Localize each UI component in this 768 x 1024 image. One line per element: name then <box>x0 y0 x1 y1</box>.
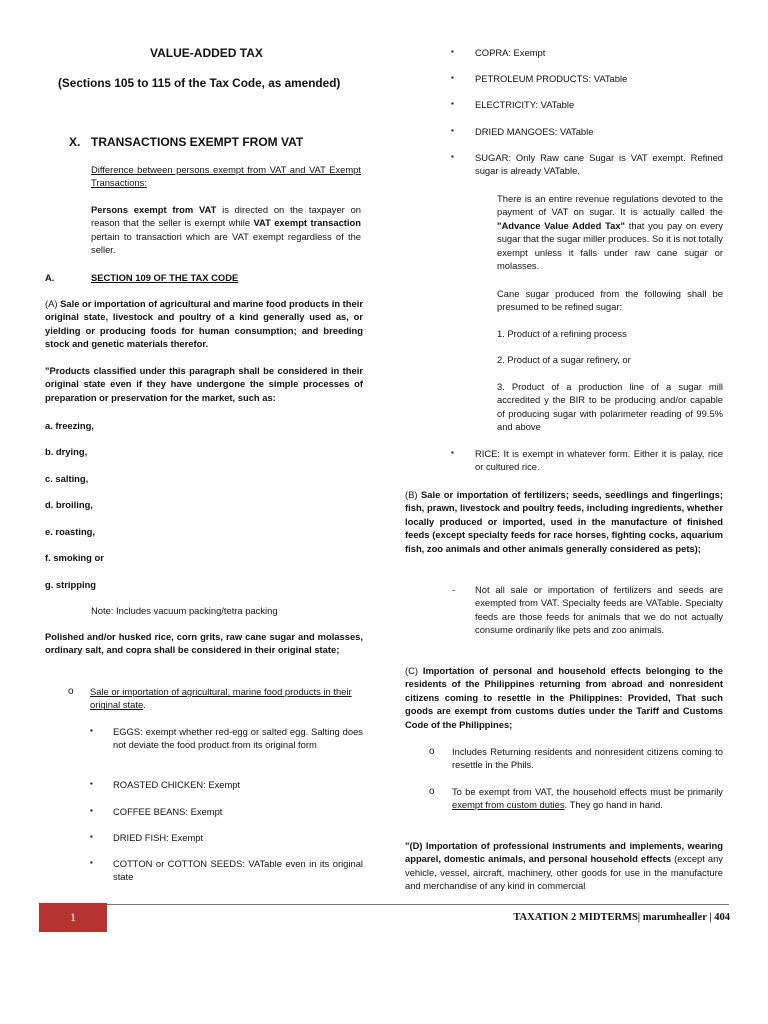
paragraph-c <box>405 664 723 731</box>
persons-exempt-paragraph <box>91 203 361 257</box>
list-item: b. drying, <box>45 446 88 457</box>
dash-bullet: - <box>452 584 456 595</box>
note: Note: Includes vacuum packing/tetra packing <box>91 605 278 616</box>
section-number: X. <box>69 135 81 149</box>
persons-exempt-term: Persons exempt from VAT <box>91 204 217 215</box>
paragraph-a-lead: (A) <box>45 298 58 309</box>
bullet-item-copra: COPRA: Exempt <box>475 47 546 58</box>
paragraph-d-text: (except any vehicle, vessel, aircraft, machinery, other goods for use in the manufacture and merchandise of any kind in commercial <box>405 853 723 892</box>
circle-bullet-icon: o <box>68 686 74 697</box>
sugar-list-item: 2. Product of a sugar refinery, or <box>497 354 631 365</box>
paragraph-d <box>405 839 723 893</box>
difference-heading: Difference between persons exempt from VAT and VAT Exempt Transactions: <box>91 164 361 189</box>
paragraph-b-text: Sale or importation of fertilizers; seeds, seedlings and fingerlings; fish, prawn, livestock and poultry feeds, including ingredients, whether locally produced or imported, used in the manufacture of finished feeds (except specialty feeds for race horses, fighting cocks, aquarium fish, zoo animals and other animals generally considered as pets); <box>405 489 723 554</box>
list-item: c. salting, <box>45 473 89 484</box>
text-run: . They go hand in hand. <box>564 799 663 811</box>
list-item: d. broiling, <box>45 499 93 510</box>
square-bullet-icon: ▪ <box>90 779 93 788</box>
text-run: pertain to transaction which are VAT exempt regardless of the seller. <box>91 230 361 256</box>
sugar-list-item: 3. Product of a production line of a sugar mill accredited y the BIR to be producing and/or capable of producing sugar with polarimeter reading of 99.5% and above <box>497 381 723 433</box>
page-number: 1 <box>70 910 76 924</box>
square-bullet-icon: ▪ <box>451 73 454 82</box>
text-run: that you pay on every sugar that the sugar miller produces. So it is not totally exempt unless it falls under raw cane sugar or molasses. <box>497 219 723 272</box>
paragraph-d-bold: Importation of professional instruments and implements, wearing apparel, domestic animals, and personal household effects <box>405 840 723 865</box>
bullet-item-electricity: ELECTRICITY: VATable <box>475 99 575 110</box>
list-item: f. smoking or <box>45 552 104 563</box>
paragraph-a <box>45 297 363 351</box>
circle-bullet-icon: o <box>429 786 435 797</box>
bullet-item-eggs: EGGS: exempt whether red-egg or salted egg. Salting does not deviate the food product from its original form <box>113 726 363 751</box>
square-bullet-icon: ▪ <box>90 858 93 867</box>
bullet-item-roasted-chicken: ROASTED CHICKEN: Exempt <box>113 779 241 790</box>
square-bullet-icon: ▪ <box>90 726 93 735</box>
dash-item: Not all sale or importation of fertilizers and seeds are exempted from VAT. Specialty feeds are VATable. Specialty feeds are those feeds for animals that we do not actually consume ordinarily like pets and zoo animals. <box>475 584 723 636</box>
footer-divider <box>107 904 729 905</box>
text-run: . <box>143 699 146 711</box>
cane-sugar-paragraph: Cane sugar produced from the following shall be presumed to be refined sugar: <box>497 288 723 313</box>
advance-vat-term: "Advance Value Added Tax" <box>497 219 625 231</box>
square-bullet-icon: ▪ <box>90 806 93 815</box>
bullet-item-sugar: SUGAR: Only Raw cane Sugar is VAT exempt. Refined sugar is already VATable. <box>475 152 723 177</box>
square-bullet-icon: ▪ <box>90 832 93 841</box>
square-bullet-icon: ▪ <box>451 126 454 135</box>
list-item: e. roasting, <box>45 526 96 537</box>
paragraph-c-text: Importation of personal and household effects belonging to the residents of the Philippines returning from abroad and nonresident citizens coming to resettle in the Philippines: Provided, That such goods are exempt from customs duties under the Tariff and Customs Code of the Philippines; <box>405 665 723 730</box>
paragraph-a-text: Sale or importation of agricultural and marine food products in their original state, livestock and poultry of a kind generally used as, or yielding or producing foods for human consumption; and breeding stock and genetic materials therefor. <box>45 298 363 350</box>
circle-bullet-icon: o <box>429 746 435 757</box>
doc-title: VALUE-ADDED TAX <box>150 46 263 60</box>
list-item: g. stripping <box>45 579 97 590</box>
text-run: There is an entire revenue regulations devoted to the payment of VAT on sugar. It is actually called the <box>497 193 723 218</box>
square-bullet-icon: ▪ <box>451 448 454 457</box>
list-item: a. freezing, <box>45 420 94 431</box>
circle-item-text: Sale or importation of agricultural, marine food products in their original state <box>90 686 352 711</box>
square-bullet-icon: ▪ <box>451 47 454 56</box>
bullet-item-rice: RICE: It is exempt in whatever form. Either it is palay, rice or cultured rice. <box>475 448 723 473</box>
polished-paragraph: Polished and/or husked rice, corn grits, raw cane sugar and molasses, ordinary salt, and copra shall be considered in their original state; <box>45 631 363 656</box>
subsection-letter: A. <box>45 272 55 283</box>
bullet-item-coffee-beans: COFFEE BEANS: Exempt <box>113 806 223 817</box>
vat-exempt-term: VAT exempt transaction <box>253 217 361 229</box>
paragraph-b-lead: (B) <box>405 489 418 500</box>
bullet-item-dried-mangoes: DRIED MANGOES: VATable <box>475 126 594 137</box>
bullet-item-cotton: COTTON or COTTON SEEDS: VATable even in its original state <box>113 858 363 883</box>
paragraph-d-lead: "(D) <box>405 840 423 851</box>
square-bullet-icon: ▪ <box>451 99 454 108</box>
footer-text: TAXATION 2 MIDTERMS| marumhealler | 404 <box>513 912 730 923</box>
section-title: TRANSACTIONS EXEMPT FROM VAT <box>91 135 304 149</box>
text-run: To be exempt from VAT, the household effects must be primarily <box>452 786 723 797</box>
sugar-paragraph <box>497 192 723 272</box>
paragraph-b <box>405 488 723 555</box>
subsection-title: SECTION 109 OF THE TAX CODE <box>91 272 239 283</box>
sugar-list-item: 1. Product of a refining process <box>497 328 627 339</box>
circle-item-customs <box>452 785 723 812</box>
square-bullet-icon: ▪ <box>451 152 454 161</box>
bullet-item-petroleum: PETROLEUM PRODUCTS: VATable <box>475 73 628 84</box>
custom-duties-term: exempt from custom duties <box>452 799 565 811</box>
quote-paragraph: "Products classified under this paragraph shall be considered in their original state even if they have undergone the simple processes of preparation or preservation for the market, such as: <box>45 365 363 403</box>
doc-subtitle: (Sections 105 to 115 of the Tax Code, as amended) <box>58 76 341 90</box>
bullet-item-dried-fish: DRIED FISH: Exempt <box>113 832 204 843</box>
circle-item <box>90 685 363 712</box>
paragraph-c-lead: (C) <box>405 665 419 676</box>
circle-item-returning: Includes Returning residents and nonresident citizens coming to resettle in the Phils. <box>452 746 723 771</box>
text-run: is directed on the taxpayer on reason that the seller is exempt while <box>91 204 361 229</box>
